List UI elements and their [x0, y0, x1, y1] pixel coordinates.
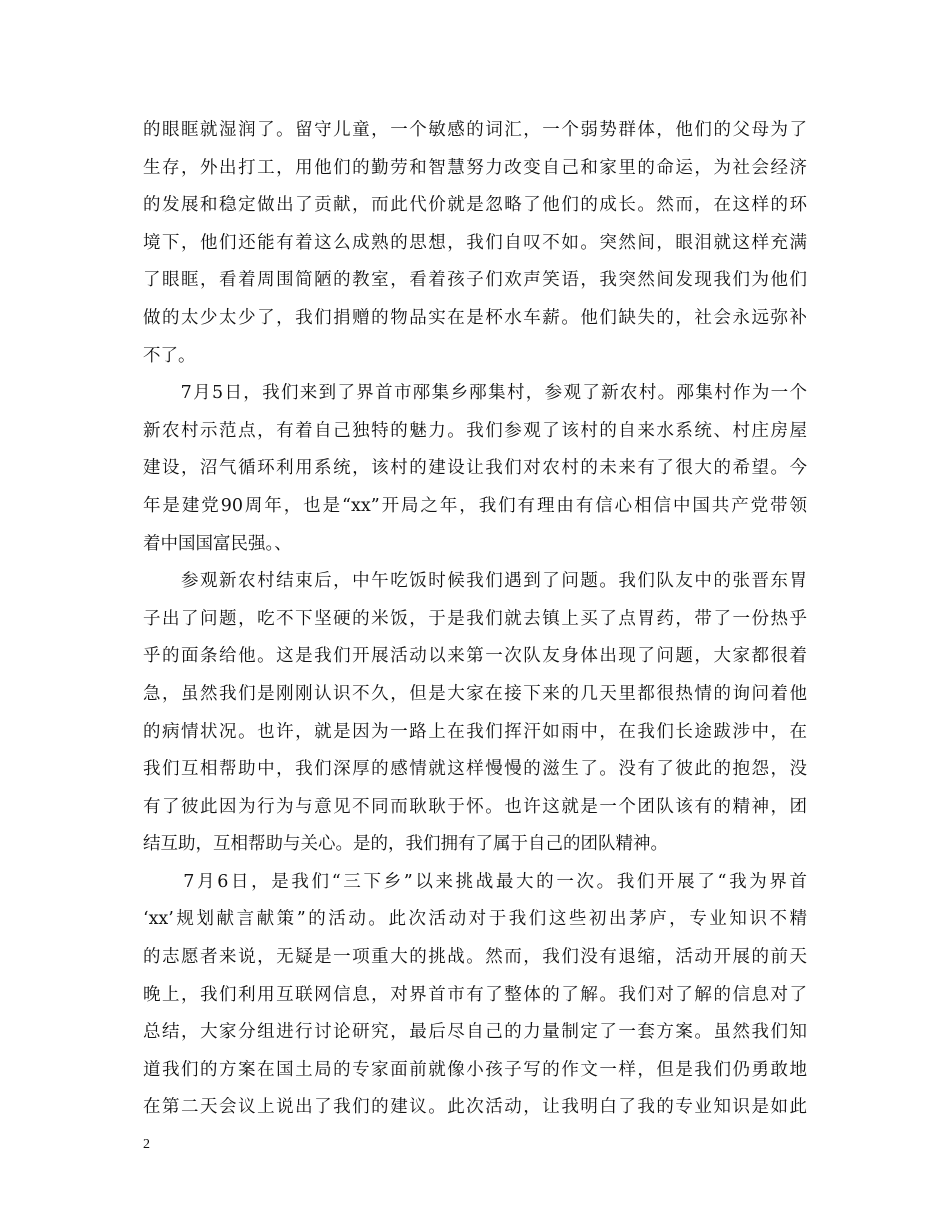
text-line: 乎的面条给他。这是我们开展活动以来第一次队友身体出现了问题，大家都很着 — [143, 646, 807, 667]
text-line: 建设，沼气循环利用系统，该村的建设让我们对农村的未来有了很大的希望。今 — [143, 458, 807, 479]
text-line: 境下，他们还能有着这么成熟的思想，我们自叹不如。突然间，眼泪就这样充满 — [143, 232, 807, 253]
text-line: 子出了问题，吃不下坚硬的米饭，于是我们就去镇上买了点胃药，带了一份热乎 — [143, 608, 807, 629]
text-line: 不了。 — [143, 345, 196, 366]
text-line: 生存，外出打工，用他们的勤劳和智慧努力改变自己和家里的命运，为社会经济 — [143, 157, 807, 178]
text-line: 总结，大家分组进行讨论研究，最后尽自己的力量制定了一套方案。虽然我们知 — [143, 1022, 807, 1043]
body-text — [143, 112, 807, 1127]
text-line: 在第二天会议上说出了我们的建议。此次活动，让我明白了我的专业知识是如此 — [143, 1097, 807, 1118]
text-line: 年是建党90周年，也是“xx”开局之年，我们有理由有信心相信中国共产党带领 — [143, 495, 807, 516]
page-number: 2 — [143, 1137, 150, 1152]
text-line: 7月5日，我们来到了界首市邴集乡邴集村，参观了新农村。邴集村作为一个 — [143, 383, 807, 404]
text-line: ‘xx’规划献言献策”的活动。此次活动对于我们这些初出茅庐，专业知识不精 — [143, 909, 807, 930]
paragraph — [143, 375, 807, 563]
text-line: 晚上，我们利用互联网信息，对界首市有了整体的了解。我们对了解的信息对了 — [143, 984, 807, 1005]
text-line: 结互助，互相帮助与关心。是的，我们拥有了属于自己的团队精神。 — [143, 834, 668, 855]
text-line: 参观新农村结束后，中午吃饭时候我们遇到了问题。我们队友中的张晋东胃 — [143, 571, 807, 592]
text-line: 了眼眶，看着周围简陋的教室，看着孩子们欢声笑语，我突然间发现我们为他们 — [143, 270, 807, 291]
paragraph — [143, 112, 807, 375]
text-line: 急，虽然我们是刚刚认识不久，但是大家在接下来的几天里都很热情的询问着他 — [143, 683, 807, 704]
paragraph — [143, 563, 807, 864]
paragraph — [143, 864, 807, 1127]
text-line: 的眼眶就湿润了。留守儿童，一个敏感的词汇，一个弱势群体，他们的父母为了 — [143, 120, 807, 140]
text-line: 的志愿者来说，无疑是一项重大的挑战。然而，我们没有退缩，活动开展的前天 — [143, 947, 807, 968]
text-line: 我们互相帮助中，我们深厚的感情就这样慢慢的滋生了。没有了彼此的抱怨，没 — [143, 759, 807, 780]
text-line: 做的太少太少了，我们捐赠的物品实在是杯水车薪。他们缺失的，社会永远弥补 — [143, 307, 807, 328]
text-line: 新农村示范点，有着自己独特的魅力。我们参观了该村的自来水系统、村庄房屋 — [143, 420, 807, 441]
text-line: 道我们的方案在国土局的专家面前就像小孩子写的作文一样，但是我们仍勇敢地 — [143, 1059, 807, 1080]
text-line: 着中国国富民强。、 — [143, 533, 292, 554]
text-line: 的发展和稳定做出了贡献，而此代价就是忽略了他们的成长。然而，在这样的环 — [143, 195, 807, 216]
text-line: 的病情状况。也许，就是因为一路上在我们挥汗如雨中，在我们长途跋涉中，在 — [143, 721, 807, 742]
text-line: 有了彼此因为行为与意见不同而耿耿于怀。也许这就是一个团队该有的精神，团 — [143, 796, 807, 817]
text-line: 7月6日，是我们“三下乡”以来挑战最大的一次。我们开展了“我为界首 — [143, 871, 807, 892]
